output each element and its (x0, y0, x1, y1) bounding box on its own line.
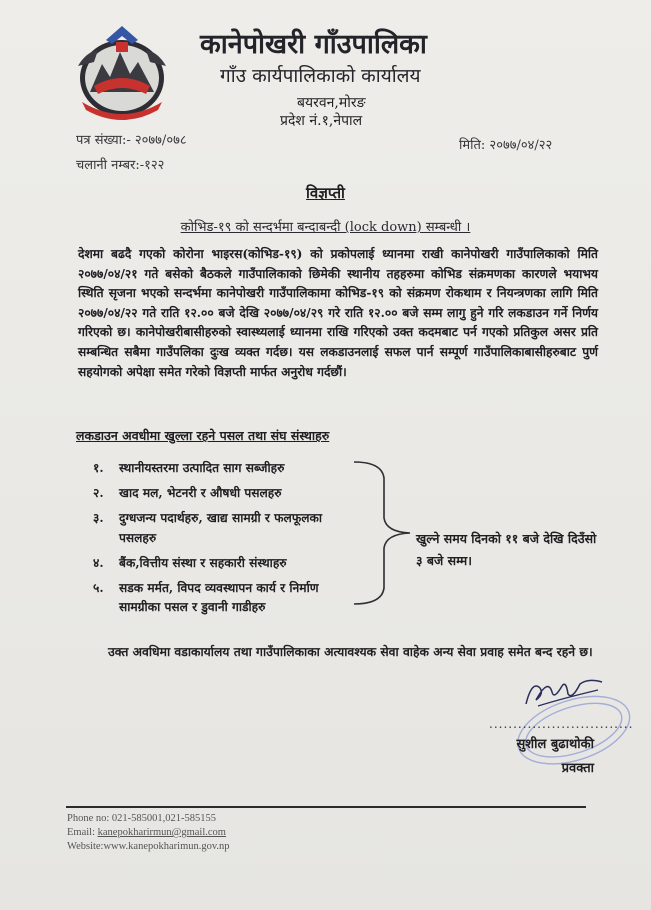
signature-line: .............................. (489, 717, 634, 731)
open-shops-list (93, 459, 353, 623)
letter-date: मिति: २०७७/०४/२२ (459, 138, 553, 153)
notice-subject: कोभिड-१९ को सन्दर्भमा बन्दाबन्दी (lock down) सम्बन्धी । (180, 220, 471, 235)
office-name: गाँउ कार्यपालिकाको कार्यालय (220, 65, 421, 87)
list-item: ५. सडक मर्मत, विपद व्यवस्थापन कार्य र निर्माण सामग्रीका पसल र डुवानी गाडीहरु (93, 581, 319, 615)
list-item: २. खाद मल, भेटनरी र औषधी पसलहरु (93, 486, 282, 501)
signatory-name: सुशील बुढाथोकी (516, 737, 594, 752)
notice-body: देशमा बढदै गएको कोरोना भाइरस(कोभिड-१९) को प्रकोपलाई ध्यानमा राखी कानेपोखरी गाउँपालिकाको मिति २०७७/०४/२१ गते बसेको बैठकले गाउँपालिकाको छिमेकी स्थानीय तहहरुमा कोभिड संक्रमणका कारणले भयाभय स्थिति सृजना भएको सन्दर्भमा कानेपोखरी गाउँपालिकामा कोभिड-१९ को संक्रमण रोकथाम र नियन्त्रणका लागि मिति २०७७/०४/२२ गते राति १२.०० बजे देखि २०७७/०४/२९ गरे राति १२.०० बजे सम्म लागु हुने गरि लकडाउन गर्ने निर्णय गरिएको छ। कानेपोखरीबासीहरुको स्वास्थ्यलाई ध्यानमा राखि गरिएको उक्त कदमबाट पर्न गएको प्रतिकुल असर प्रति सम्बन्धित सबैमा गाउँपलिका दुःख व्यक्त गर्दछ। यस लकडाउनलाई सफल पार्न सम्पूर्ण गाउँपालिकाबासीहरुबाट पुर्ण सहयोगको अपेक्षा समेत गरेको विज्ञप्ती मार्फत अनुरोध गर्दछौं। (78, 247, 598, 379)
province-line: प्रदेश नं.१,नेपाल (280, 113, 363, 129)
notice-title: विज्ञप्ती (306, 184, 345, 202)
email-link[interactable]: kanepokharirmun@gmail.com (97, 827, 226, 838)
dispatch-number: चलानी नम्बर:-१२२ (76, 158, 165, 173)
footer-email: Email: kanepokharirmun@gmail.com (67, 827, 226, 838)
opening-hours: खुल्ने समय दिनको ११ बजे देखि दिउँसो ३ बजे सम्म। (416, 531, 597, 568)
letter-reference-number: पत्र संख्या:- २०७७/०७८ (76, 133, 187, 148)
municipality-name: कानेपोखरी गाँउपालिका (200, 29, 427, 60)
footer-website[interactable]: Website:www.kanepokharimun.gov.np (67, 841, 230, 852)
right-brace-icon (352, 458, 412, 608)
footer-phone: Phone no: 021-585001,021-585155 (67, 813, 217, 824)
closing-statement: उक्त अवधिमा वडाकार्यालय तथा गाउँपालिकाका अत्यावश्यक सेवा वाहेक अन्य सेवा प्रवाह समेत बन्द रहने छ। (108, 644, 593, 659)
list-item: १. स्थानीयस्तरमा उत्पादित साग सब्जीहरु (93, 461, 285, 475)
office-address: बयरवन,मोरङ (297, 95, 366, 111)
open-shops-heading: लकडाउन अवधीमा खुल्ला रहने पसल तथा संघ संस्थाहरु (76, 428, 330, 443)
list-item: ३. दुग्धजन्य पदार्थहरु, खाद्य सामग्री र फलफूलका पसलहरु (93, 511, 322, 545)
signatory-role: प्रवक्ता (561, 761, 594, 776)
municipality-emblem-icon (72, 22, 172, 120)
footer-divider (66, 806, 586, 808)
list-item: ४. बैंक,वित्तीय संस्था र सहकारी संस्थाहरु (93, 555, 287, 570)
